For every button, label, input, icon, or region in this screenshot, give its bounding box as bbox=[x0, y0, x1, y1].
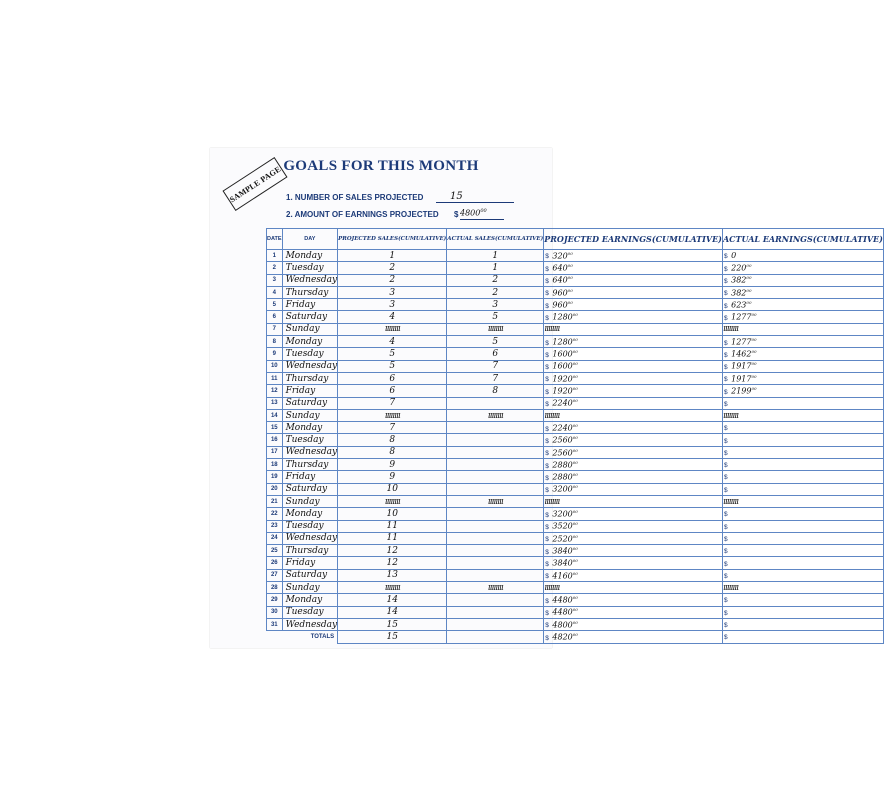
projected-sales-cell: 12 bbox=[338, 557, 447, 569]
day-cell: Monday bbox=[282, 422, 338, 434]
projected-sales-cell: 5 bbox=[338, 360, 447, 372]
actual-earnings-cell: $ 1277$^{00}$ bbox=[722, 336, 883, 348]
date-cell: 16 bbox=[267, 434, 283, 446]
actual-earnings-cell: $ 0 bbox=[722, 250, 883, 262]
projected-sales-cell: 10 bbox=[338, 483, 447, 495]
blank-squiggle: ıııııııı bbox=[338, 409, 447, 421]
table-row bbox=[267, 262, 884, 274]
goals-table bbox=[266, 228, 884, 644]
actual-sales-cell: 5 bbox=[447, 336, 544, 348]
day-cell: Wednesday bbox=[282, 360, 338, 372]
actual-earnings-cell: $ 1277$^{00}$ bbox=[722, 311, 883, 323]
date-cell: 11 bbox=[267, 372, 283, 384]
day-cell: Wednesday bbox=[282, 274, 338, 286]
blank-squiggle: ıııııııı bbox=[722, 323, 883, 335]
projected-earnings-cell: $ 2560$^{00}$ bbox=[544, 446, 723, 458]
projected-earnings-cell: $ 2880$^{00}$ bbox=[544, 459, 723, 471]
header-actual-sales: ACTUAL SALES(CUMULATIVE) bbox=[447, 229, 544, 250]
projected-sales-cell: 8 bbox=[338, 434, 447, 446]
day-cell: Wednesday bbox=[282, 532, 338, 544]
actual-sales-cell bbox=[447, 508, 544, 520]
actual-sales-cell bbox=[447, 569, 544, 581]
projected-earnings-cell: $ 3200$^{00}$ bbox=[544, 508, 723, 520]
actual-sales-cell: 3 bbox=[447, 299, 544, 311]
day-cell: Sunday bbox=[282, 409, 338, 421]
day-cell: Tuesday bbox=[282, 520, 338, 532]
blank-squiggle: ıııııııı bbox=[447, 495, 544, 507]
actual-earnings-cell: $ bbox=[722, 483, 883, 495]
day-cell: Tuesday bbox=[282, 262, 338, 274]
day-cell: Saturday bbox=[282, 311, 338, 323]
actual-earnings-cell: $ $382^{00}$ bbox=[722, 286, 883, 298]
blank-squiggle: ıııııııı bbox=[544, 409, 723, 421]
table-row bbox=[267, 618, 884, 630]
projected-sales-cell: 13 bbox=[338, 569, 447, 581]
actual-sales-cell bbox=[447, 397, 544, 409]
projected-earnings-cell: $ 2240$^{00}$ bbox=[544, 397, 723, 409]
blank-squiggle: ıııııııı bbox=[447, 323, 544, 335]
blank-squiggle: ıııııııı bbox=[544, 323, 723, 335]
blank-squiggle: ıııııııı bbox=[544, 582, 723, 594]
projected-earnings-cell: $ 3840$^{00}$ bbox=[544, 557, 723, 569]
projected-sales-cell: 2 bbox=[338, 262, 447, 274]
projected-sales-cell: 11 bbox=[338, 520, 447, 532]
actual-earnings-cell: $ bbox=[722, 532, 883, 544]
actual-earnings-cell: $ bbox=[722, 569, 883, 581]
date-cell: 26 bbox=[267, 557, 283, 569]
actual-earnings-cell: $ 1917$^{00}$ bbox=[722, 372, 883, 384]
actual-earnings-cell: $ bbox=[722, 459, 883, 471]
actual-sales-cell bbox=[447, 520, 544, 532]
date-cell: 22 bbox=[267, 508, 283, 520]
projected-sales-cell: 15 bbox=[338, 618, 447, 630]
blank-squiggle: ıııııııı bbox=[544, 495, 723, 507]
actual-earnings-cell: $ bbox=[722, 508, 883, 520]
projected-earnings-cell: $ 2520$^{00}$ bbox=[544, 532, 723, 544]
header-projected-earnings: PROJECTED EARNINGS(CUMULATIVE) bbox=[544, 229, 723, 250]
actual-earnings-cell: $ bbox=[722, 618, 883, 630]
table-row bbox=[267, 446, 884, 458]
table-row bbox=[267, 582, 884, 594]
projected-earnings-cell: $ 4480$^{00}$ bbox=[544, 606, 723, 618]
date-cell: 13 bbox=[267, 397, 283, 409]
blank-squiggle: ıııııııı bbox=[447, 409, 544, 421]
projected-sales-cell: 5 bbox=[338, 348, 447, 360]
day-cell: Monday bbox=[282, 594, 338, 606]
actual-sales-cell bbox=[447, 532, 544, 544]
day-cell: Friday bbox=[282, 471, 338, 483]
blank-squiggle: ıııııııı bbox=[722, 409, 883, 421]
actual-sales-cell bbox=[447, 422, 544, 434]
page-title: GOALS FOR THIS MONTH bbox=[283, 158, 479, 174]
projected-sales-cell: 12 bbox=[338, 545, 447, 557]
projected-sales-cell: 9 bbox=[338, 471, 447, 483]
blank-squiggle: ıııııııı bbox=[338, 495, 447, 507]
totals-row bbox=[267, 631, 884, 643]
actual-earnings-cell: $ bbox=[722, 434, 883, 446]
actual-sales-cell: 2 bbox=[447, 286, 544, 298]
day-cell: Friday bbox=[282, 557, 338, 569]
earnings-currency: $ bbox=[454, 210, 459, 219]
projected-earnings-cell: $ 3840$^{00}$ bbox=[544, 545, 723, 557]
goals-sheet bbox=[210, 148, 883, 648]
actual-earnings-cell: $ bbox=[722, 520, 883, 532]
date-cell: 17 bbox=[267, 446, 283, 458]
day-cell: Friday bbox=[282, 385, 338, 397]
date-cell: 24 bbox=[267, 532, 283, 544]
actual-earnings-cell: $ $623^{00}$ bbox=[722, 299, 883, 311]
table-row bbox=[267, 557, 884, 569]
date-cell: 4 bbox=[267, 286, 283, 298]
actual-sales-cell bbox=[447, 618, 544, 630]
actual-sales-cell bbox=[447, 434, 544, 446]
projected-earnings-cell: $ 4480$^{00}$ bbox=[544, 594, 723, 606]
projected-earnings-cell: $ 2240$^{00}$ bbox=[544, 422, 723, 434]
actual-sales-cell: 8 bbox=[447, 385, 544, 397]
projected-earnings-cell: $ 1280$^{00}$ bbox=[544, 311, 723, 323]
projected-earnings-cell: $ $320^{00}$ bbox=[544, 250, 723, 262]
projected-sales-cell: 4 bbox=[338, 336, 447, 348]
sales-projected-value: 15 bbox=[436, 191, 514, 203]
table-row bbox=[267, 385, 884, 397]
table-row bbox=[267, 348, 884, 360]
day-cell: Thursday bbox=[282, 286, 338, 298]
blank-squiggle: ıııııııı bbox=[722, 495, 883, 507]
date-cell: 20 bbox=[267, 483, 283, 495]
projected-earnings-cell: $ $640^{00}$ bbox=[544, 274, 723, 286]
stamp-text: SAMPLE PAGE bbox=[227, 164, 283, 204]
table-row bbox=[267, 274, 884, 286]
projected-earnings-cell: $ 1600$^{00}$ bbox=[544, 348, 723, 360]
date-cell: 29 bbox=[267, 594, 283, 606]
day-cell: Thursday bbox=[282, 459, 338, 471]
day-cell: Sunday bbox=[282, 582, 338, 594]
day-cell: Wednesday bbox=[282, 446, 338, 458]
projected-earnings-cell: $ $640^{00}$ bbox=[544, 262, 723, 274]
blank-squiggle: ıııııııı bbox=[722, 582, 883, 594]
date-cell: 19 bbox=[267, 471, 283, 483]
actual-sales-cell bbox=[447, 459, 544, 471]
day-cell: Tuesday bbox=[282, 434, 338, 446]
blank-squiggle: ıııııııı bbox=[447, 582, 544, 594]
projected-sales-cell: 6 bbox=[338, 385, 447, 397]
table-row bbox=[267, 520, 884, 532]
actual-sales-cell bbox=[447, 545, 544, 557]
projected-sales-cell: 9 bbox=[338, 459, 447, 471]
date-cell: 14 bbox=[267, 409, 283, 421]
projected-sales-cell: 7 bbox=[338, 397, 447, 409]
day-cell: Saturday bbox=[282, 483, 338, 495]
projected-sales-cell: 11 bbox=[338, 532, 447, 544]
actual-sales-cell bbox=[447, 557, 544, 569]
actual-sales-cell bbox=[447, 483, 544, 495]
actual-earnings-cell: $ 1917$^{00}$ bbox=[722, 360, 883, 372]
table-row bbox=[267, 606, 884, 618]
projected-sales-cell: 1 bbox=[338, 250, 447, 262]
table-row bbox=[267, 372, 884, 384]
table-row bbox=[267, 422, 884, 434]
projected-earnings-cell: $ 1280$^{00}$ bbox=[544, 336, 723, 348]
header-actual-earnings: ACTUAL EARNINGS(CUMULATIVE) bbox=[722, 229, 883, 250]
table-row bbox=[267, 483, 884, 495]
date-cell: 28 bbox=[267, 582, 283, 594]
earnings-projected-label: 2. AMOUNT OF EARNINGS PROJECTED bbox=[286, 210, 439, 219]
table-row bbox=[267, 594, 884, 606]
table-row bbox=[267, 545, 884, 557]
projected-earnings-cell: $ 3520$^{00}$ bbox=[544, 520, 723, 532]
date-cell: 15 bbox=[267, 422, 283, 434]
day-cell: Tuesday bbox=[282, 606, 338, 618]
sales-projected-label: 1. NUMBER OF SALES PROJECTED bbox=[286, 193, 424, 202]
day-cell: Monday bbox=[282, 336, 338, 348]
date-cell: 18 bbox=[267, 459, 283, 471]
day-cell: Monday bbox=[282, 508, 338, 520]
projected-earnings-cell: $ 3200$^{00}$ bbox=[544, 483, 723, 495]
actual-earnings-cell: $ 2199$^{00}$ bbox=[722, 385, 883, 397]
actual-earnings-cell: $ bbox=[722, 557, 883, 569]
date-cell: 8 bbox=[267, 336, 283, 348]
table-row bbox=[267, 336, 884, 348]
blank-squiggle: ıııııııı bbox=[338, 323, 447, 335]
projected-earnings-cell: $ 2880$^{00}$ bbox=[544, 471, 723, 483]
date-cell: 9 bbox=[267, 348, 283, 360]
date-cell: 5 bbox=[267, 299, 283, 311]
day-cell: Saturday bbox=[282, 569, 338, 581]
date-cell: 21 bbox=[267, 495, 283, 507]
date-cell: 1 bbox=[267, 250, 283, 262]
projected-sales-cell: 4 bbox=[338, 311, 447, 323]
date-cell: 27 bbox=[267, 569, 283, 581]
actual-earnings-cell: $ 1462$^{00}$ bbox=[722, 348, 883, 360]
actual-sales-cell: 6 bbox=[447, 348, 544, 360]
table-row bbox=[267, 532, 884, 544]
projected-earnings-cell: $ 4160$^{00}$ bbox=[544, 569, 723, 581]
date-cell: 12 bbox=[267, 385, 283, 397]
table-row bbox=[267, 495, 884, 507]
projected-sales-cell: 3 bbox=[338, 286, 447, 298]
date-cell: 31 bbox=[267, 618, 283, 630]
table-row bbox=[267, 397, 884, 409]
table-row bbox=[267, 286, 884, 298]
actual-sales-cell bbox=[447, 594, 544, 606]
projected-earnings-cell: $ 1920$^{00}$ bbox=[544, 372, 723, 384]
date-cell: 7 bbox=[267, 323, 283, 335]
table-row bbox=[267, 508, 884, 520]
actual-earnings-cell: $ $382^{00}$ bbox=[722, 274, 883, 286]
date-cell: 10 bbox=[267, 360, 283, 372]
actual-sales-cell bbox=[447, 606, 544, 618]
projected-sales-cell: 14 bbox=[338, 594, 447, 606]
day-cell: Monday bbox=[282, 250, 338, 262]
table-row bbox=[267, 434, 884, 446]
projected-sales-cell: 6 bbox=[338, 372, 447, 384]
date-cell: 23 bbox=[267, 520, 283, 532]
totals-projected-earnings: $ 4820$^{00}$ bbox=[544, 631, 723, 643]
actual-sales-cell: 7 bbox=[447, 360, 544, 372]
table-row bbox=[267, 250, 884, 262]
table-row bbox=[267, 360, 884, 372]
actual-sales-cell bbox=[447, 446, 544, 458]
header-date: DATE bbox=[267, 229, 283, 250]
table-row bbox=[267, 323, 884, 335]
actual-sales-cell: 1 bbox=[447, 250, 544, 262]
actual-sales-cell bbox=[447, 471, 544, 483]
day-cell: Saturday bbox=[282, 397, 338, 409]
projected-sales-cell: 2 bbox=[338, 274, 447, 286]
actual-sales-cell: 2 bbox=[447, 274, 544, 286]
projected-earnings-cell: $ 1600$^{00}$ bbox=[544, 360, 723, 372]
table-row bbox=[267, 459, 884, 471]
actual-sales-cell: 7 bbox=[447, 372, 544, 384]
actual-earnings-cell: $ bbox=[722, 397, 883, 409]
projected-sales-cell: 14 bbox=[338, 606, 447, 618]
actual-earnings-cell: $ bbox=[722, 606, 883, 618]
projected-earnings-cell: $ $960^{00}$ bbox=[544, 286, 723, 298]
table-body bbox=[267, 250, 884, 631]
projected-sales-cell: 7 bbox=[338, 422, 447, 434]
projected-sales-cell: 3 bbox=[338, 299, 447, 311]
day-cell: Friday bbox=[282, 299, 338, 311]
date-cell: 30 bbox=[267, 606, 283, 618]
table-row bbox=[267, 409, 884, 421]
actual-earnings-cell: $ bbox=[722, 545, 883, 557]
totals-actual-earnings: $ bbox=[722, 631, 883, 643]
day-cell: Thursday bbox=[282, 372, 338, 384]
date-cell: 3 bbox=[267, 274, 283, 286]
table-row bbox=[267, 569, 884, 581]
projected-earnings-cell: $ 2560$^{00}$ bbox=[544, 434, 723, 446]
day-cell: Thursday bbox=[282, 545, 338, 557]
day-cell: Sunday bbox=[282, 323, 338, 335]
table-header-row bbox=[267, 229, 884, 250]
totals-projected-sales: 15 bbox=[338, 631, 447, 643]
day-cell: Wednesday bbox=[282, 618, 338, 630]
date-cell: 25 bbox=[267, 545, 283, 557]
projected-sales-cell: 8 bbox=[338, 446, 447, 458]
projected-earnings-cell: $ $960^{00}$ bbox=[544, 299, 723, 311]
header-projected-sales: PROJECTED SALES(CUMULATIVE) bbox=[338, 229, 447, 250]
projected-sales-cell: 10 bbox=[338, 508, 447, 520]
projected-earnings-cell: $ 1920$^{00}$ bbox=[544, 385, 723, 397]
projected-earnings-cell: $ 4800$^{00}$ bbox=[544, 618, 723, 630]
blank-squiggle: ıııııııı bbox=[338, 582, 447, 594]
header-day: DAY bbox=[282, 229, 338, 250]
actual-sales-cell: 1 bbox=[447, 262, 544, 274]
actual-earnings-cell: $ bbox=[722, 422, 883, 434]
day-cell: Sunday bbox=[282, 495, 338, 507]
actual-sales-cell: 5 bbox=[447, 311, 544, 323]
earnings-projected-value: 4800$^{00}$ bbox=[460, 208, 504, 220]
day-cell: Tuesday bbox=[282, 348, 338, 360]
actual-earnings-cell: $ bbox=[722, 446, 883, 458]
table-row bbox=[267, 471, 884, 483]
table-row bbox=[267, 311, 884, 323]
date-cell: 2 bbox=[267, 262, 283, 274]
actual-earnings-cell: $ bbox=[722, 594, 883, 606]
table-row bbox=[267, 299, 884, 311]
totals-label: TOTALS bbox=[267, 631, 338, 643]
actual-earnings-cell: $ $220^{00}$ bbox=[722, 262, 883, 274]
actual-earnings-cell: $ bbox=[722, 471, 883, 483]
date-cell: 6 bbox=[267, 311, 283, 323]
totals-actual-sales bbox=[447, 631, 544, 643]
